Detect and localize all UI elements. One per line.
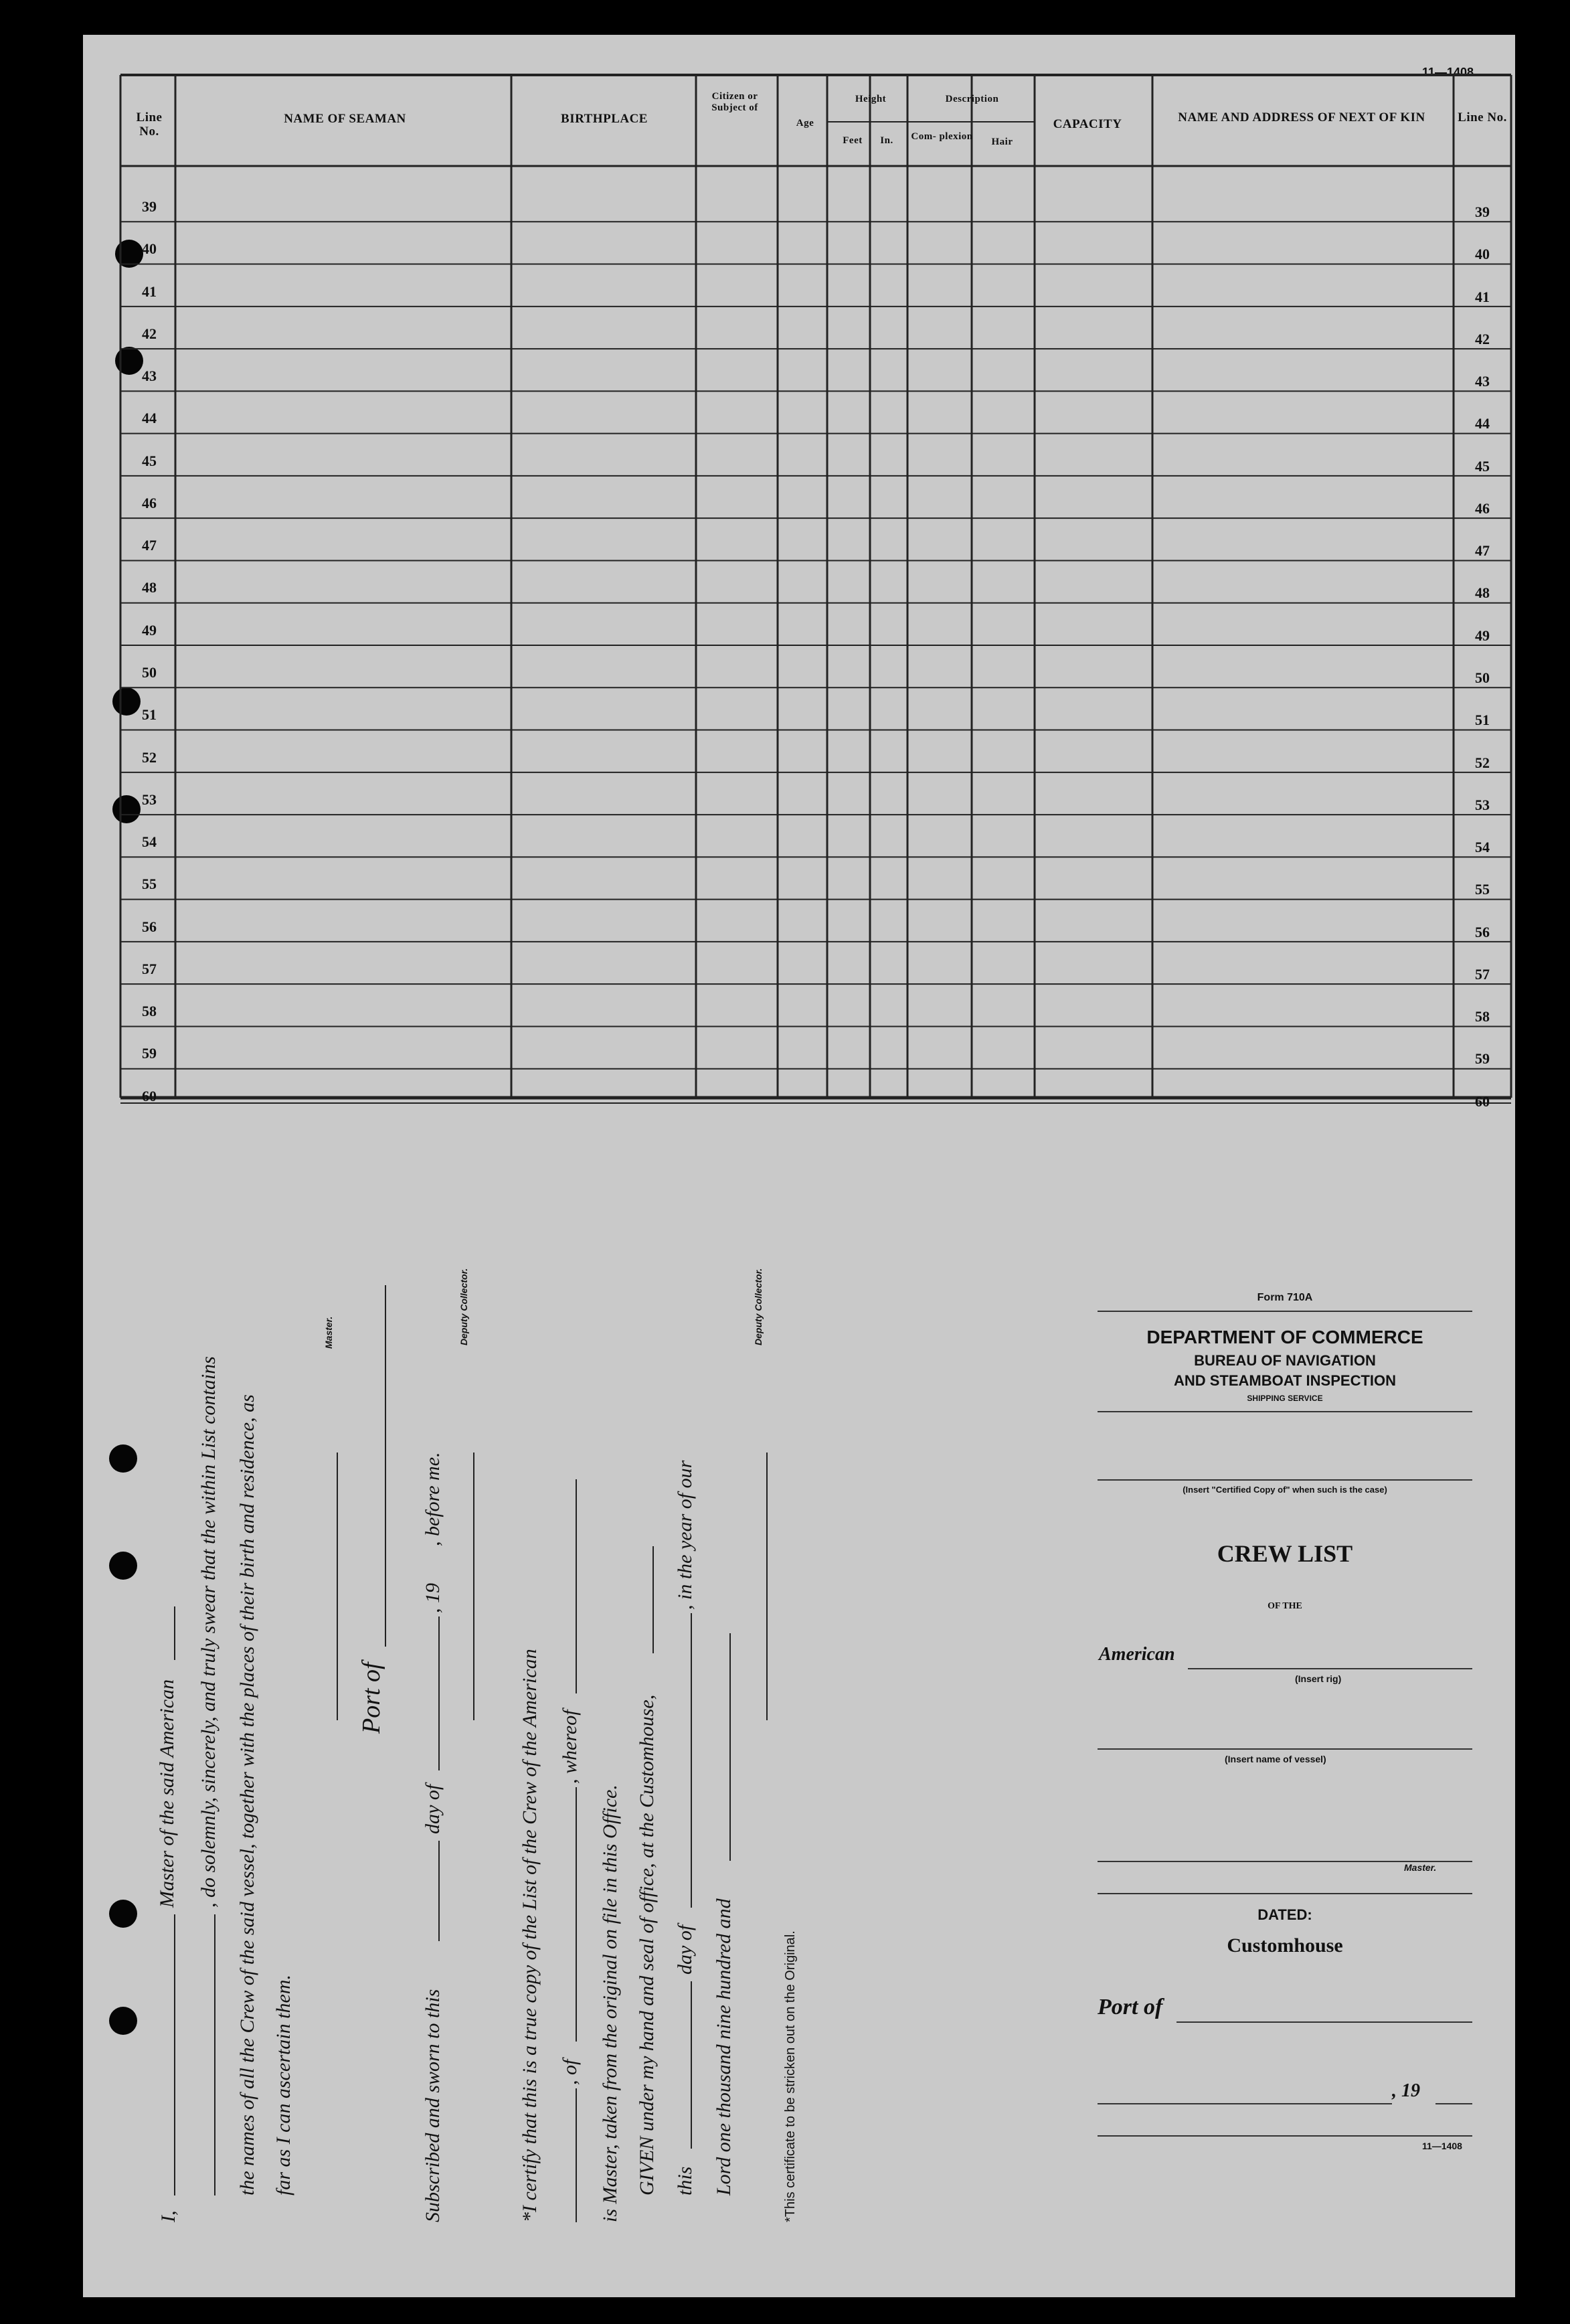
oath-rule xyxy=(576,1787,577,2042)
header-description: Description xyxy=(945,94,999,104)
line-number: 45 xyxy=(1475,457,1490,475)
insert-rig: (Insert rig) xyxy=(1295,1673,1342,1684)
line-number: 44 xyxy=(142,410,157,427)
port-rule xyxy=(1176,2021,1472,2023)
line-number: 41 xyxy=(1475,288,1490,305)
line-number: 42 xyxy=(142,325,157,342)
whereof-label: , whereof xyxy=(559,1710,581,1784)
lord-line: Lord one thousand nine hundred and xyxy=(713,1898,735,2195)
oath-master-of-american: Master of the said American xyxy=(156,1679,178,1908)
panel-rule xyxy=(1098,2135,1472,2137)
oath-rule xyxy=(174,1914,175,2195)
line-number: 48 xyxy=(142,579,157,596)
master-label-panel: Master. xyxy=(1404,1862,1437,1873)
line-number: 55 xyxy=(142,876,157,893)
header-complexion: Com- plexion xyxy=(911,131,973,142)
line-number: 52 xyxy=(1475,754,1490,771)
punch-hole xyxy=(109,1900,137,1928)
vessel-rule xyxy=(1098,1748,1472,1750)
date-rule xyxy=(1098,2103,1392,2104)
oath-line3: far as I can ascertain them. xyxy=(272,1975,294,2195)
master-signature-rule xyxy=(337,1452,338,1720)
customhouse-label: Customhouse xyxy=(1227,1934,1343,1957)
line-number: 60 xyxy=(142,1087,157,1104)
header-citizen: Citizen or Subject of xyxy=(711,91,758,113)
header-line-no-left: Line No. xyxy=(136,110,163,139)
line-number: 54 xyxy=(1475,839,1490,856)
line-number: 41 xyxy=(142,282,157,300)
line-number: 50 xyxy=(1475,669,1490,686)
form-code-bottom: 11—1408 xyxy=(1422,2141,1462,2151)
line-number: 46 xyxy=(142,494,157,511)
year-19-panel: , 19 xyxy=(1392,2080,1420,2101)
oath-rule xyxy=(438,1616,440,1770)
line-number: 55 xyxy=(1475,881,1490,898)
day-of: day of xyxy=(422,1784,444,1834)
header-feet: Feet xyxy=(843,135,863,146)
oath-rule xyxy=(174,1606,175,1660)
line-number: 49 xyxy=(142,621,157,639)
punch-hole xyxy=(109,2007,137,2035)
line-number: 52 xyxy=(142,748,157,766)
oath-rule xyxy=(385,1285,386,1647)
bureau-line-2: AND STEAMBOAT INSPECTION xyxy=(1173,1372,1397,1389)
of-the: OF THE xyxy=(1268,1601,1302,1611)
oath-line2: the names of all the Crew of the said vessel, together with the places of their birth and residence, as xyxy=(236,1394,258,2195)
header-height: Height xyxy=(855,94,887,104)
line-number: 51 xyxy=(1475,712,1490,729)
oath-i: I, xyxy=(157,2210,179,2222)
line-number: 43 xyxy=(1475,373,1490,390)
deputy-collector-label: Deputy Collector. xyxy=(458,1268,469,1345)
line-number: 42 xyxy=(1475,330,1490,347)
header-birthplace: BIRTHPLACE xyxy=(561,112,648,126)
line-number: 48 xyxy=(1475,584,1490,602)
line-number: 47 xyxy=(1475,542,1490,560)
subscribed-line: Subscribed and sworn to this xyxy=(422,1989,444,2222)
panel-rule xyxy=(1098,1893,1472,1894)
oath-rule xyxy=(576,2088,577,2222)
dated-label: DATED: xyxy=(1257,1906,1312,1923)
line-number: 56 xyxy=(1475,923,1490,940)
given-line: GIVEN under my hand and seal of office, at the Customhouse, xyxy=(636,1694,658,2195)
department-title: DEPARTMENT OF COMMERCE xyxy=(1146,1327,1423,1347)
master-label: Master. xyxy=(323,1316,334,1349)
panel-rule xyxy=(1098,1311,1472,1312)
form-back-panel xyxy=(1098,1292,1472,2169)
oath-rule xyxy=(576,1479,577,1693)
deputy-signature-rule-2 xyxy=(766,1452,768,1720)
header-line-no-right: Line No. xyxy=(1458,110,1507,124)
header-name-of-seaman: NAME OF SEAMAN xyxy=(284,112,406,126)
in-year-label: , in the year of our xyxy=(674,1460,696,1610)
this-label: this xyxy=(674,2166,696,2195)
punch-hole xyxy=(109,1444,137,1473)
line-number: 47 xyxy=(142,537,157,554)
crew-table-grid xyxy=(0,0,1570,1138)
line-number: 39 xyxy=(1475,203,1490,220)
is-master-line: is Master, taken from the original on file in this Office. xyxy=(599,1784,621,2222)
oath-rule xyxy=(214,1914,215,2195)
of-label: , of xyxy=(559,2059,581,2085)
bureau-line-1: BUREAU OF NAVIGATION xyxy=(1194,1352,1376,1369)
deputy-collector-label-2: Deputy Collector. xyxy=(753,1268,764,1345)
oath-rule xyxy=(691,1613,692,1908)
oath-block xyxy=(157,1185,1047,2236)
line-number: 49 xyxy=(1475,627,1490,644)
oath-rule xyxy=(438,1841,440,1941)
insert-certified-note: (Insert "Certified Copy of" when such is the case) xyxy=(1183,1485,1387,1495)
line-number: 53 xyxy=(1475,796,1490,813)
panel-rule xyxy=(1098,1411,1472,1412)
line-number: 57 xyxy=(1475,965,1490,983)
header-age: Age xyxy=(796,118,814,129)
line-number: 40 xyxy=(142,240,157,258)
year-rule xyxy=(1435,2103,1472,2104)
line-number: 59 xyxy=(1475,1050,1490,1068)
header-inches: In. xyxy=(880,135,893,146)
footnote: *This certificate to be stricken out on the Original. xyxy=(783,1930,798,2222)
american-label: American xyxy=(1099,1644,1175,1665)
line-number: 58 xyxy=(1475,1008,1490,1025)
form-code-top: 11—1408 xyxy=(1422,66,1474,79)
line-number: 46 xyxy=(1475,499,1490,517)
line-number: 40 xyxy=(1475,246,1490,263)
insert-vessel: (Insert name of vessel) xyxy=(1225,1754,1326,1764)
line-number: 56 xyxy=(142,918,157,935)
punch-hole xyxy=(109,1552,137,1580)
port-of-label: Port of xyxy=(357,1662,385,1734)
shipping-service: SHIPPING SERVICE xyxy=(1247,1394,1323,1403)
form-number: Form 710A xyxy=(1257,1292,1313,1303)
oath-rule xyxy=(691,1981,692,2149)
certify-line: *I certify that this is a true copy of the List of the Crew of the American xyxy=(519,1649,541,2222)
header-next-of-kin: NAME AND ADDRESS OF NEXT OF KIN xyxy=(1178,110,1425,124)
crew-list-title: CREW LIST xyxy=(1217,1540,1353,1567)
day-of-2: day of xyxy=(674,1924,696,1975)
line-number: 51 xyxy=(142,706,157,724)
line-number: 60 xyxy=(1475,1092,1490,1110)
line-number: 43 xyxy=(142,367,157,385)
deputy-signature-rule xyxy=(473,1452,474,1720)
header-capacity: CAPACITY xyxy=(1053,117,1122,131)
year-19: , 19 xyxy=(422,1583,444,1613)
line-number: 44 xyxy=(1475,415,1490,432)
rig-rule xyxy=(1188,1668,1472,1669)
oath-rule xyxy=(729,1633,731,1861)
line-number: 58 xyxy=(142,1003,157,1020)
header-hair: Hair xyxy=(991,137,1013,147)
line-number: 57 xyxy=(142,960,157,977)
line-number: 50 xyxy=(142,664,157,681)
port-of-panel: Port of xyxy=(1098,1995,1163,2019)
before-me: , before me. xyxy=(422,1452,444,1546)
line-number: 54 xyxy=(142,833,157,851)
line-number: 59 xyxy=(142,1045,157,1062)
line-number: 53 xyxy=(142,791,157,808)
line-number: 39 xyxy=(142,198,157,215)
oath-rule xyxy=(652,1546,654,1653)
oath-line1b: , do solemnly, sincerely, and truly swear that the within List contains xyxy=(197,1356,220,1908)
panel-rule xyxy=(1098,1479,1472,1481)
line-number: 45 xyxy=(142,452,157,469)
